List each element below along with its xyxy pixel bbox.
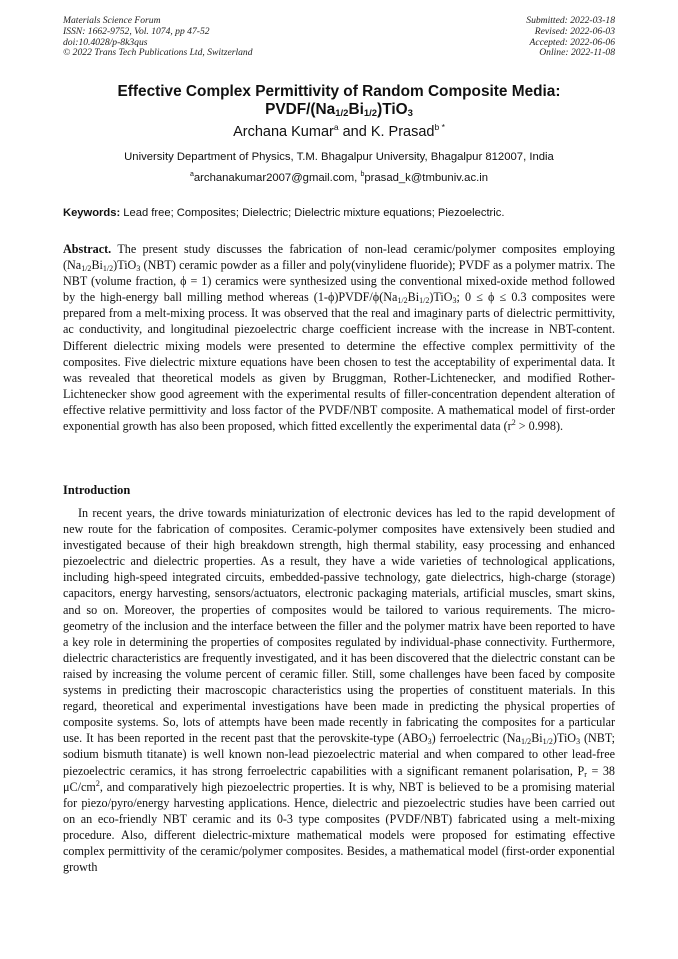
author-list: Archana Kumar$^a$ and K. Prasad$^{b *}$ xyxy=(233,122,445,140)
email-link[interactable]: prasad_k@tmbuniv.ac.in xyxy=(364,172,489,184)
copyright: © 2022 Trans Tech Publications Ltd, Switzerland xyxy=(63,47,253,59)
title-line-1: Effective Complex Permittivity of Random Composite Media: xyxy=(117,83,561,100)
email-link[interactable]: archanakumar2007@gmail.com xyxy=(193,172,355,184)
author-name: Archana Kumar xyxy=(233,124,334,140)
author-emails: $^a$archanakumar2007@gmail.com, $^b$prasad_k@tmbuniv.ac.in xyxy=(189,171,489,184)
abstract-label: Abstract. xyxy=(63,242,112,256)
section-heading-introduction: Introduction xyxy=(63,483,131,497)
journal-name: Materials Science Forum xyxy=(63,15,161,26)
accepted-date: Accepted: 2022-06-06 xyxy=(529,36,615,48)
keywords-text: Lead free; Composites; Dielectric; Dielectric mixture equations; Piezoelectric. xyxy=(120,207,505,219)
submission-dates xyxy=(526,16,615,59)
journal-info xyxy=(63,16,253,59)
abstract: Abstract. The present study discusses the fabrication of non-lead ceramic/polymer composites employing $(Na_{1/2}Bi_{1/2})TiO_3$ (NBT) ceramic powder as a filler and poly(vinylidene fluoride); PVDF as a polymer matrix. The NBT (volume fraction, ϕ = 1) ceramics were synthesized using the conventional mixed-oxide method followed by the high-energy ball milling method whereas $(1-\phi)PVDF/\phi(Na_{1/2}Bi_{1/2})TiO_3$; 0 ≤ ϕ ≤ 0.3 composites were prepared from a melt-mixing process. It was observed that the real and imaginary parts of dielectric permittivity, ac conductivity, and longitudinal piezoelectric charge coefficient increase with the increase in NBT-content. Different dielectric mixing models were presented to determine the effective complex permittivity of the composites. Five dielectric mixture equations have been chosen to test the acceptability of experimental data. It was revealed that theoretical models as given by Bruggman, Rother-Lichtenecker, and modified Rother-Lichtenecker show good agreement with the experimental results of filler-concentration dependent alteration of effective relative permittivity and loss factor of the PVDF/NBT composite. A mathematical model of first-order exponential growth has also been proposed, which fitted excellently the experimental data $(r^2 > 0.998)$. xyxy=(63,242,615,434)
online-date: Online: 2022-11-08 xyxy=(539,47,615,59)
affiliation: University Department of Physics, T.M. Bhagalpur University, Bhagalpur 812007, India xyxy=(124,151,554,163)
author-marker: a xyxy=(333,122,339,132)
author-name: K. Prasad xyxy=(370,124,435,140)
doi: doi:10.4028/p-8k3qus xyxy=(63,36,148,48)
issn-volume: ISSN: 1662-9752, Vol. 1074, pp 47-52 xyxy=(63,25,210,37)
introduction-paragraph: In recent years, the drive towards miniaturization of electronic devices has led to the rapid development of new route for the fabrication of composites. Ceramic-polymer composites have extensively been studied and investigated because of their high breakdown strength, high thermal stability, easy processing and enhanced piezoelectric and dielectric properties. As a result, they have a wide varieties of technological applications, including high-speed integrated circuits, embedded-passive technology, gate dielectrics, high-charge (storage) capacitors, energy harvesting, sensors/actuators, electronic packaging materials, artificial muscles, smart skins, and so on. Moreover, the properties of composites would be tailored to various requirements. The micro-geometry of the inclusion and the interface between the filler and the polymer matrix have been reported to have a key role in determining the properties of composites regulated by individual-phase connectivity. Furthermore, dielectric characteristics are frequently investigated, and it has been discovered that the dielectric constant can be raised by increasing the volume percent of ceramic filler. Still, some challenges have been faced by composite systems in predicting their macroscopic characteristics using the properties of constituent materials. In this regard, theoretical and experimental investigations have been made in predicting the physical properties of composite systems. So, lots of attempts have been made recently in fabricating the composites for a particular use. It has been reported in the recent past that the perovskite-type $(ABO_3)$ ferroelectric $(Na_{1/2}Bi_{1/2})TiO_3$ (NBT; sodium bismuth titanate) is well known non-lead piezoelectric material and when compared to other lead-free piezoelectric ceramics, it has strong ferroelectric capabilities with a significant remanent polarisation, $P_r = 38$ $\mu C/cm^2$, and comparatively high piezoelectric properties. It is why, NBT is believed to be a promising material for piezo/pyro/energy harvesting applications. Hence, dielectric and piezoelectric studies have been carried out on an eco-friendly NBT ceramic and its 0-3 type composites (PVDF/NBT) fabricated using a melt-mixing procedure. Also, different dielectric-mixture mathematical models were proposed for estimating effective complex permittivity of the ceramic/polymer composites. Besides, a mathematical model (first-order exponential growth xyxy=(63,506,616,875)
author-marker: b * xyxy=(434,122,445,132)
submitted-date: Submitted: 2022-03-18 xyxy=(526,15,615,26)
keywords-label: Keywords: xyxy=(63,207,121,219)
paper-title xyxy=(40,83,638,118)
keywords xyxy=(63,206,615,220)
title-line-2: PVDF/$(Na_{1/2}Bi_{1/2})TiO_3$ xyxy=(265,100,413,119)
revised-date: Revised: 2022-06-03 xyxy=(534,25,615,37)
